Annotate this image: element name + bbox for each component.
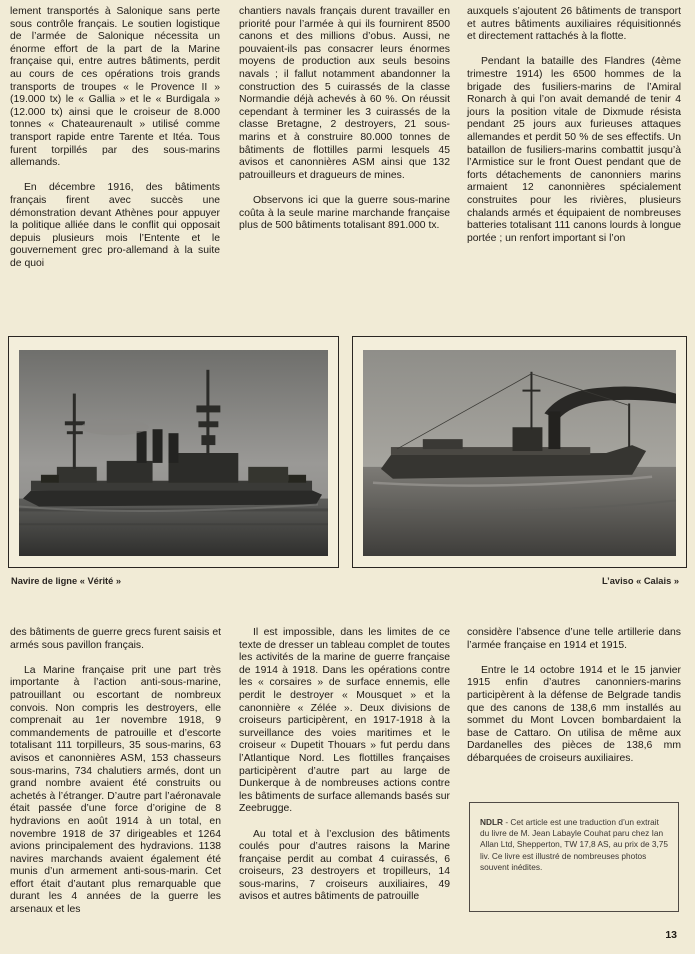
text-column-4	[10, 627, 221, 917]
column6-paragraph-2: Entre le 14 octobre 1914 et le 15 janvier 1915 enfin d’autres canonniers-marins participèrent à la défense de Belgrade tandis que des canons de 138,6 mm installés au sommet du Mont Lovcen bombardaient la base de Cattaro. On utilisa de même aux Dardanelles des pièces de 138,6 mm débarquées de croiseurs auxiliaires.	[467, 664, 681, 764]
column4-paragraph-2: La Marine française prit une part très importante à l’action anti-sous-marine, patrouillant ou escortant de nombreux convois. Non compris les destroyers, elle comprenait au 1er novembre 1918, 9 commandements de patrouille et d’escorte totalisant 111 torpilleurs, 35 sous-marins, 63 avisos et canonnières ASM, 153 chasseurs sous-marins, 734 chalutiers armés, dont un grand nombre avaient été construits ou achetés à l’étranger. D’autre part l’aéronavale était passée d’une force d’origine de 8 hydravions en août 1914 à un total, en novembre 1918 de 37 dirigeables et 1264 avions principalement des hydravions. 1138 navires marchands avaient également été munis d’un armement anti-sous-marin. Cet effort était d’autant plus remarquable que durant les 4 années de la guerre les arsenaux et les	[10, 664, 221, 916]
text-column-6	[467, 627, 681, 766]
column5-paragraph-2: Au total et à l’exclusion des bâtiments coulés pour d’autres raisons la Marine française perdit au combat 4 cuirassés, 6 croiseurs, 23 destroyers et tropilleurs, 14 sous-marins, 7 croiseurs auxiliaires, 49 avisos et autres bâtiments de patrouille	[239, 828, 450, 903]
column4-paragraph-1: des bâtiments de guerre grecs furent saisis et armés sous pavillon français.	[10, 627, 221, 651]
photo-caption-calais: L’aviso « Calais »	[601, 576, 679, 586]
photo-caption-verite: Navire de ligne « Vérité »	[11, 576, 122, 586]
column1-paragraph-2: En décembre 1916, des bâtiments français firent avec succès une démonstration devant Athènes pour appuyer la politique alliée dans le conflit qui opposait depuis plusieurs mois l’Entente et le gouvernement grec pro-allemand à la suite de quoi	[10, 182, 220, 269]
column2-paragraph-2: Observons ici que la guerre sous-marine coûta à la seule marine marchande française plus de 500 bâtiments totalisant 891.000 tx.	[239, 194, 450, 232]
column1-paragraph-1: lement transportés à Salonique sans perte sous contrôle français. Le soutien logistique de l’armée de Salonique nécessita un énorme effort de la part de la Marine française qui, entre autres bâtiments, perdit au cours de ces opérations trois grands transports de troupes « le Provence II » (19.000 tx) le « Gallia » et le « Burdigala » (12.000 tx) ainsi que le croiseur de 8.000 tonnes « Chateaurenault » utilisé comme transport rapide entre Tarente et Itéa. Tous furent torpillés par des sous-marins allemands.	[10, 6, 220, 169]
text-column-1	[10, 6, 220, 270]
editor-note-box	[469, 802, 679, 912]
photo-frame-calais	[352, 336, 687, 568]
text-column-5	[239, 627, 450, 904]
column3-paragraph-2: Pendant la bataille des Flandres (4ème trimestre 1914) les 6500 hommes de la brigade des fusiliers-marins de l’Amiral Ronarch à qui l’on avait demandé de tenir 4 jours la position vitale de Dixmude résista pendant 25 jours aux furieuses attaques allemandes et perdit 50 % de ses effectifs. Un bataillon de fusiliers-marins combattit jusqu’à l’Armistice sur le front Ouest pendant que de forts détachements de canonniers marins armaient 12 canonnières spécialement construites pour les rivières, plusieurs chalands armés et équipaient de nombreuses batteries totalisant 111 canons lourds à longue portée ; un renfort important si l’on	[467, 56, 681, 244]
photo-aviso-calais	[363, 350, 676, 556]
editor-note-text: - Cet article est une traduction d’un extrait du livre de M. Jean Labayle Couhat paru chez Ian Allan Ltd, Shepperton, TW 17,8 AS, au prix de 3,75 liv. Ce livre est illustré de nombreuses photos souvent inédites.	[480, 817, 669, 872]
text-column-2	[239, 6, 450, 233]
column6-paragraph-1: considère l’absence d’une telle artillerie dans l’armée française en 1914 et 1915.	[467, 627, 681, 651]
text-column-3	[467, 6, 681, 245]
column3-paragraph-1: auxquels s’ajoutent 26 bâtiments de transport et autres bâtiments auxiliaires réquisitionnés et directement rattachés à la flotte.	[467, 6, 681, 43]
photo-battleship-verite	[19, 350, 328, 556]
column2-paragraph-1: chantiers navals français durent travailler en priorité pour l’armée à qui ils fournirent 8500 canons et des millions d’obus. Aussi, ne pouvaient-ils pas consacrer leurs énormes moyens de production aux seuls besoins navals ; il fallut notamment abandonner la construction des 5 cuirassés de la classe Normandie déjà achevés à 60 %. On réussit cependant à terminer les 3 cuirassés de la classe Bretagne, 2 destroyers, 21 sous-marins et à construire 80.000 tonnes de bâtiments de flottilles parmi lesquels 45 avisos et canonnières ASM ainsi que 132 patrouilleurs et dragueurs de mines.	[239, 6, 450, 181]
column5-paragraph-1: Il est impossible, dans les limites de ce texte de dresser un tableau complet de toutes les activités de la marine de guerre française de 1914 à 1918. Dans les opérations contre les « corsaires » de surface ennemis, elle perdit le destroyer « Mousquet » et la canonnière « Zélée ». Deux divisions de croiseurs participèrent, en 1917-1918 à la surveillance des voies maritimes et le croiseur « Dupetit Thouars » fut perdu dans l’Atlantique Nord. Les flottilles françaises participèrent d’autre part au large de Dunkerque à de nombreuses actions contre les bâtiments de surface allemands basés sur Zeebrugge.	[239, 627, 450, 815]
photo-frame-verite	[8, 336, 339, 568]
editor-note-label: NDLR	[480, 817, 504, 827]
page-number: 13	[665, 929, 677, 941]
